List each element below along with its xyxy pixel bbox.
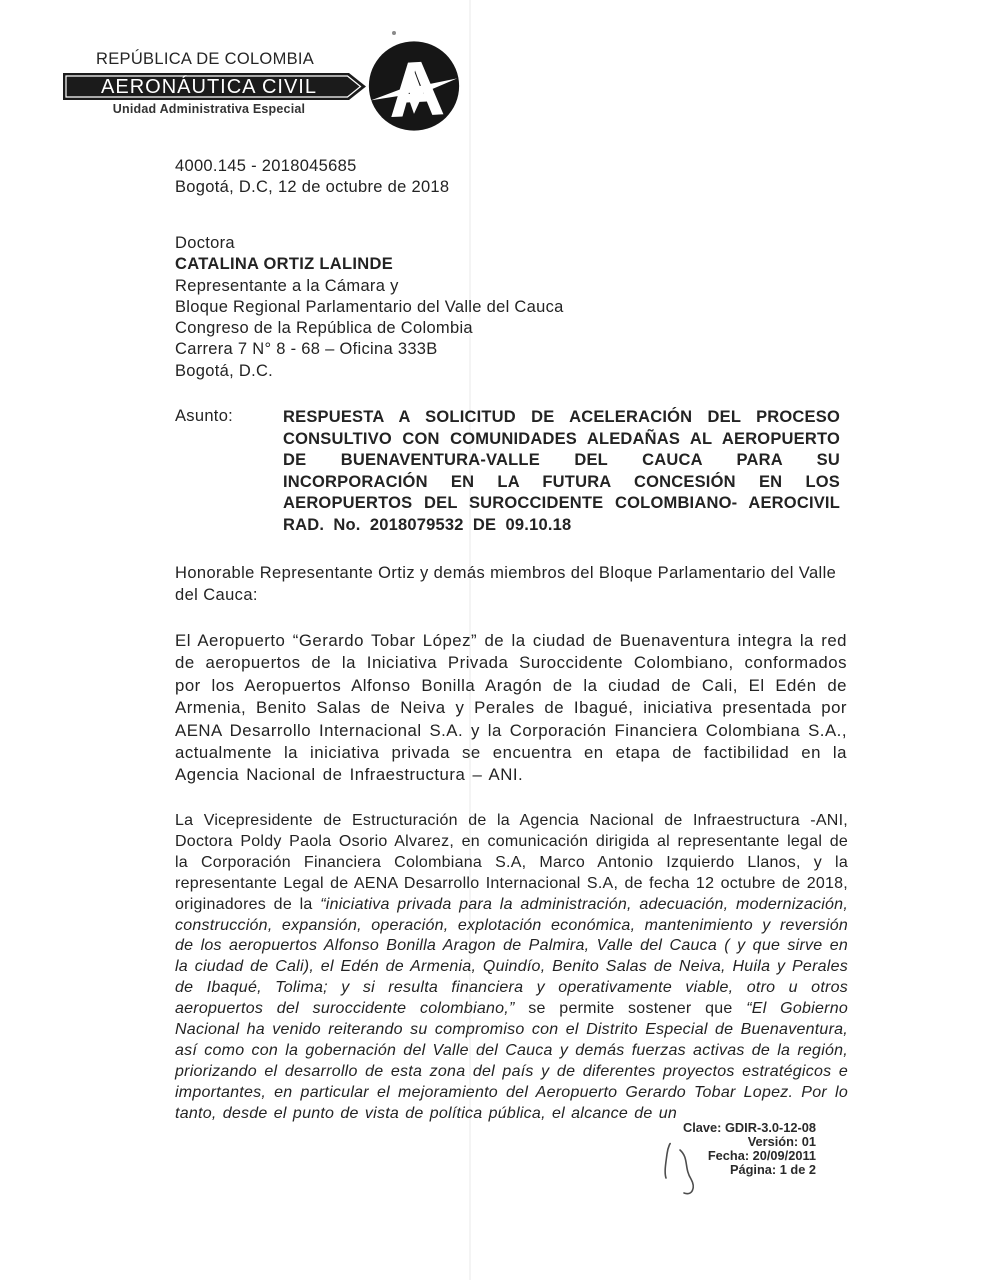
radicado-number: 4000.145 - 2018045685 xyxy=(175,157,357,175)
document-control-footer xyxy=(683,1121,816,1177)
recipient-salutation: Doctora xyxy=(175,234,235,252)
letterhead-subtitle: Unidad Administrativa Especial xyxy=(112,102,306,116)
subject-text: RESPUESTA A SOLICITUD DE ACELERACIÓN DEL PROCESO CONSULTIVO CON COMUNIDADES ALEDAÑAS AL AEROPUERTO DE BUENAVENTURA-VALLE DEL CAUCA PARA SU INCORPORACIÓN EN LA FUTURA CONCESIÓN EN LOS AEROPUERTOS DEL SUROCCIDENTE COLOMBIANO- AEROCIVIL RAD. No. 2018079532 DE 09.10.18 xyxy=(283,408,840,534)
logo-letter-a: A xyxy=(385,45,447,134)
paragraph2-quote-segment-1: “iniciativa privada para la administración, adecuación, modernización, construcción, expansión, operación, explotación económica, mantenimiento y reversión de los aeropuertos Alfonso Bonilla Aragon de Palmira, Valle del Cauca ( y que sirve en la ciudad de Cali), el Edén de Armenia, Quindío, Benito Salas de Neiva, Huila y Perales de Ibaqué, Tolima; y si resulta financiera y operativamente viable, otro u otros aeropuertos del suroccidente colombiano,” xyxy=(175,895,849,1018)
subject-label: Asunto: xyxy=(175,407,234,425)
paragraph2-quote-segment-2: “El Gobierno Nacional ha venido reiterando su compromiso con el Distrito Especial de Buenaventura, así como con la gobernación del Valle del Cauca y demás fuerzas activas de la región, priorizando el desarrollo de esta zona del país y de diferentes proyectos estratégicos e importantes, en particular el mejoramiento del Aeropuerto Gerardo Tobar Lopez. Por lo tanto, desde el punto de vista de política pública, el alcance de un xyxy=(175,1000,848,1122)
body-paragraph-2 xyxy=(175,811,848,1125)
recipient-congress-line: Congreso de la República de Colombia xyxy=(175,319,473,338)
paragraph2-normal-segment-2: se permite sostener que xyxy=(514,1000,747,1018)
agency-banner-label: AERONÁUTICA CIVIL xyxy=(101,76,317,98)
reference-block xyxy=(175,156,449,198)
body-paragraph-1: El Aeropuerto “Gerardo Tobar López” de la ciudad de Buenaventura integra la red de aeropuertos de la Iniciativa Privada Suroccidente Colombiano, conformados por los Aeropuertos Alfonso Bonilla Aragón de la ciudad de Cali, El Edén de Armenia, Benito Salas de Neiva y Perales de Ibagué, iniciativa presentada por AENA Desarrollo Internacional S.A. y la Corporación Financiera Colombiana S.A., actualmente la iniciativa privada se encuentra en etapa de factibilidad en la Agencia Nacional de Infraestructura – ANI. xyxy=(175,631,847,785)
recipient-role-line: Representante a la Cámara y xyxy=(175,276,399,295)
footer-clave: Clave: GDIR-3.0-12-08 xyxy=(683,1120,816,1135)
footer-pagina: Página: 1 de 2 xyxy=(729,1162,816,1177)
recipient-block xyxy=(175,233,564,382)
agency-banner xyxy=(63,73,366,100)
recipient-bloc-line: Bloque Regional Parlamentario del Valle del Cauca xyxy=(175,297,564,316)
recipient-address-line: Carrera 7 N° 8 - 68 – Oficina 333B xyxy=(175,340,438,359)
footer-version: Versión: 01 xyxy=(747,1134,816,1149)
recipient-name: CATALINA ORTIZ LALINDE xyxy=(175,255,394,274)
scan-artifact-speck xyxy=(392,31,396,35)
city-date-line: Bogotá, D.C, 12 de octubre de 2018 xyxy=(175,178,450,196)
aerocivil-logo-icon xyxy=(366,38,462,134)
footer-fecha: Fecha: 20/09/2011 xyxy=(707,1148,816,1163)
paragraph2-normal-segment-1: La Vicepresidente de Estructuración de la Agencia Nacional de Infraestructura -ANI, Doctora Poldy Paola Osorio Alvarez, en comunicación dirigida al representante legal de la Corporación Financiera Colombiana S.A, Marco Antonio Izquierdo Llanos, y la representante Legal de AENA Desarrollo Internacional S.A, de fecha 12 octubre de 2018, originadores de la xyxy=(175,812,848,913)
recipient-city-line: Bogotá, D.C. xyxy=(175,361,274,380)
greeting-line: Honorable Representante Ortiz y demás miembros del Bloque Parlamentario del Valle del Cauca: xyxy=(175,564,837,604)
letterhead-republic-title: REPÚBLICA DE COLOMBIA xyxy=(96,50,315,68)
